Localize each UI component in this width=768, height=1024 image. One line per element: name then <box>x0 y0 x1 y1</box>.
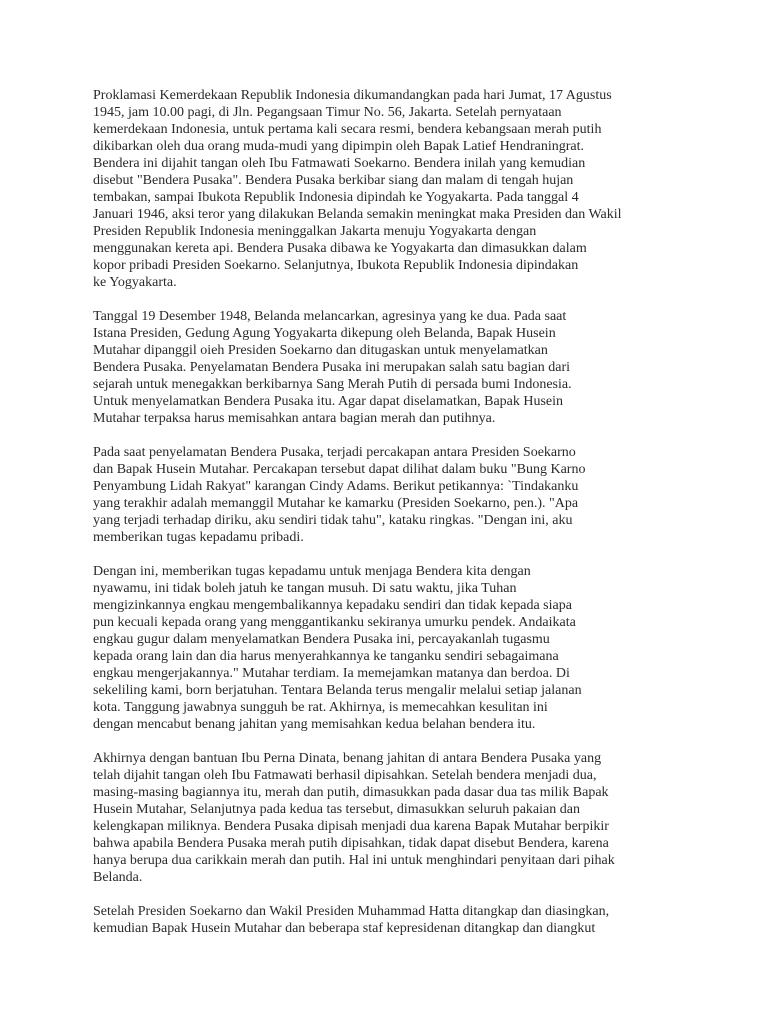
text-line: kota. Tanggung jawabnya sungguh be rat. Akhirnya, is memecahkan kesulitan ini <box>93 700 548 715</box>
text-line: sekeliling kami, born berjatuhan. Tentara Belanda terus mengalir melalui setiap jalanan <box>93 683 582 698</box>
text-line: bahwa apabila Bendera Pusaka merah putih dipisahkan, tidak dapat disebut Bendera, karena <box>93 836 609 851</box>
paragraph-3 <box>93 444 683 546</box>
paragraph-2 <box>93 308 683 427</box>
text-line: disebut "Bendera Pusaka". Bendera Pusaka berkibar siang dan malam di tengah hujan <box>93 173 574 188</box>
text-line: ke Yogyakarta. <box>93 275 177 290</box>
paragraph-4 <box>93 563 683 733</box>
text-line: kepada orang lain dan dia harus menyerahkannya ke tanganku sendiri sebagaimana <box>93 649 559 664</box>
text-line: dengan mencabut benang jahitan yang memisahkan kedua belahan bendera itu. <box>93 717 536 732</box>
text-line: Tanggal 19 Desember 1948, Belanda melancarkan, agresinya yang ke dua. Pada saat <box>93 309 567 324</box>
text-line: telah dijahit tangan oleh Ibu Fatmawati berhasil dipisahkan. Setelah bendera menjadi dua, <box>93 768 597 783</box>
text-line: yang terjadi terhadap diriku, aku sendiri tidak tahu", kataku ringkas. "Dengan ini, aku <box>93 513 573 528</box>
text-line: Istana Presiden, Gedung Agung Yogyakarta dikepung oleh Belanda, Bapak Husein <box>93 326 556 341</box>
text-line: Pada saat penyelamatan Bendera Pusaka, terjadi percakapan antara Presiden Soekarno <box>93 445 576 460</box>
text-line: Untuk menyelamatkan Bendera Pusaka itu. Agar dapat diselamatkan, Bapak Husein <box>93 394 564 409</box>
text-line: Presiden Republik Indonesia meninggalkan Jakarta menuju Yogyakarta dengan <box>93 224 537 239</box>
text-line: kemudian Bapak Husein Mutahar dan beberapa staf kepresidenan ditangkap dan diangkut <box>93 921 596 936</box>
text-line: Bendera ini dijahit tangan oleh Ibu Fatmawati Soekarno. Bendera inilah yang kemudian <box>93 156 586 171</box>
document-body <box>93 87 683 954</box>
text-line: hanya berupa dua carikkain merah dan putih. Hal ini untuk menghindari penyitaan dari pihak <box>93 853 615 868</box>
text-line: yang terakhir adalah memanggil Mutahar ke kamarku (Presiden Soekarno, pen.). "Apa <box>93 496 579 511</box>
text-line: dan Bapak Husein Mutahar. Percakapan tersebut dapat dilihat dalam buku "Bung Karno <box>93 462 586 477</box>
text-line: mengizinkannya engkau mengembalikannya kepadaku sendiri dan tidak kepada siapa <box>93 598 572 613</box>
text-line: Setelah Presiden Soekarno dan Wakil Presiden Muhammad Hatta ditangkap dan diasingkan, <box>93 904 610 919</box>
text-line: sejarah untuk menegakkan berkibarnya Sang Merah Putih di persada bumi Indonesia. <box>93 377 572 392</box>
text-line: dikibarkan oleh dua orang muda-mudi yang dipimpin oleh Bapak Latief Hendraningrat. <box>93 139 585 154</box>
text-line: Mutahar dipanggil oieh Presiden Soekarno dan ditugaskan untuk menyelamatkan <box>93 343 548 358</box>
text-line: 1945, jam 10.00 pagi, di Jln. Pegangsaan Timur No. 56, Jakarta. Setelah pernyataan <box>93 105 562 120</box>
text-line: masing-masing bagiannya itu, merah dan putih, dimasukkan pada dasar dua tas milik Bapak <box>93 785 609 800</box>
text-line: Bendera Pusaka. Penyelamatan Bendera Pusaka ini merupakan salah satu bagian dari <box>93 360 571 375</box>
text-line: engkau mengerjakannya." Mutahar terdiam. Ia memejamkan matanya dan berdoa. Di <box>93 666 570 681</box>
text-line: Akhirnya dengan bantuan Ibu Perna Dinata, benang jahitan di antara Bendera Pusaka yang <box>93 751 602 766</box>
paragraph-6 <box>93 903 683 937</box>
text-line: pun kecuali kepada orang yang menggantikanku sekiranya umurku pendek. Andaikata <box>93 615 576 630</box>
text-line: Penyambung Lidah Rakyat" karangan Cindy Adams. Berikut petikannya: `Tindakanku <box>93 479 579 494</box>
text-line: Husein Mutahar, Selanjutnya pada kedua tas tersebut, dimasukkan seluruh pakaian dan <box>93 802 580 817</box>
text-line: kemerdekaan Indonesia, untuk pertama kali secara resmi, bendera kebangsaan merah putih <box>93 122 602 137</box>
text-line: Mutahar terpaksa harus memisahkan antara bagian merah dan putihnya. <box>93 411 496 426</box>
text-line: kopor pribadi Presiden Soekarno. Selanjutnya, Ibukota Republik Indonesia dipindakan <box>93 258 579 273</box>
text-line: Belanda. <box>93 870 143 885</box>
text-line: Proklamasi Kemerdekaan Republik Indonesia dikumandangkan pada hari Jumat, 17 Agustus <box>93 88 612 103</box>
text-line: menggunakan kereta api. Bendera Pusaka dibawa ke Yogyakarta dan dimasukkan dalam <box>93 241 587 256</box>
text-line: Januari 1946, aksi teror yang dilakukan Belanda semakin meningkat maka Presiden dan Wakil <box>93 207 622 222</box>
paragraph-5 <box>93 750 683 886</box>
text-line: engkau gugur dalam menyelamatkan Bendera Pusaka ini, percayakanlah tugasmu <box>93 632 550 647</box>
paragraph-1 <box>93 87 683 291</box>
text-line: nyawamu, ini tidak boleh jatuh ke tangan musuh. Di satu waktu, jika Tuhan <box>93 581 517 596</box>
text-line: memberikan tugas kepadamu pribadi. <box>93 530 304 545</box>
text-line: tembakan, sampai Ibukota Republik Indonesia dipindah ke Yogyakarta. Pada tanggal 4 <box>93 190 579 205</box>
text-line: Dengan ini, memberikan tugas kepadamu untuk menjaga Bendera kita dengan <box>93 564 531 579</box>
text-line: kelengkapan miliknya. Bendera Pusaka dipisah menjadi dua karena Bapak Mutahar berpikir <box>93 819 609 834</box>
